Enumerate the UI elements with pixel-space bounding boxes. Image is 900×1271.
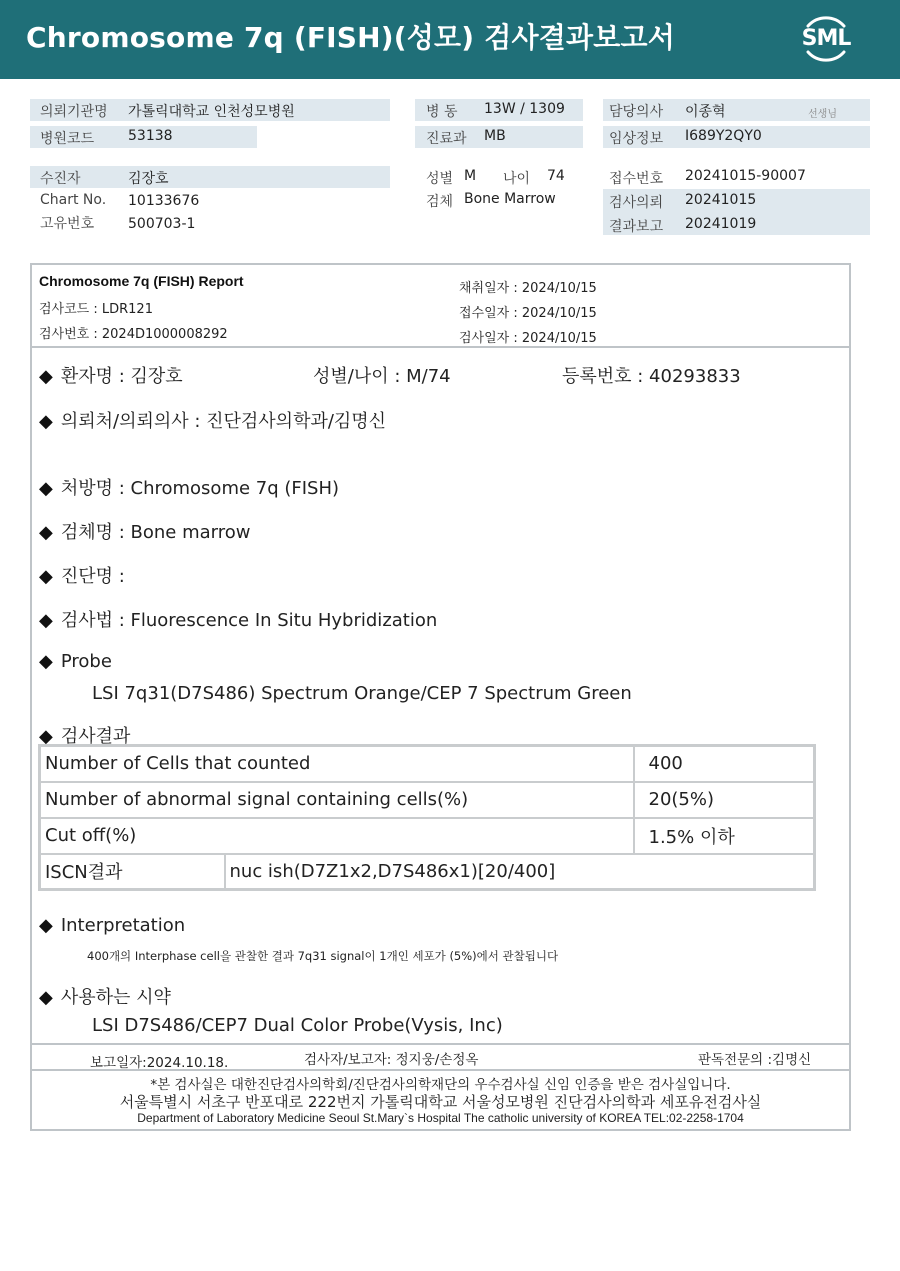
reagent-text: LSI D7S486/CEP7 Dual Color Probe(Vysis, Inc)	[92, 1015, 503, 1036]
probe-heading: Probe	[60, 651, 112, 672]
age-label: 나이	[503, 171, 531, 187]
sex-value: M	[464, 168, 477, 184]
table-cell-label: Number of abnormal signal containing cells(%)	[40, 782, 634, 818]
specialist: 판독전문의 :김명신	[698, 1052, 812, 1068]
diamond-bullet-icon: ◆	[39, 566, 53, 587]
institution-value: 가톨릭대학교 인천성모병원	[128, 104, 295, 120]
dept-value: MB	[484, 128, 506, 144]
test-date: 검사일자 : 2024/10/15	[459, 331, 597, 346]
receipt-label: 접수번호	[609, 171, 664, 187]
requester-line	[39, 407, 386, 433]
probe-text: LSI 7q31(D7S486) Spectrum Orange/CEP 7 Spectrum Green	[92, 683, 632, 704]
clinical-label: 임상정보	[609, 131, 664, 147]
sml-logo	[798, 12, 854, 66]
institution-label: 의뢰기관명	[40, 104, 108, 120]
specimen-label: 검체	[426, 194, 454, 210]
iscn-label-cell: ISCN결과	[40, 854, 225, 890]
receipt-value: 20241015-90007	[685, 168, 806, 184]
specimen-value: Bone Marrow	[464, 191, 556, 207]
patient-name-line	[39, 362, 183, 388]
test-code: 검사코드 : LDR121	[39, 302, 153, 317]
report-head	[32, 265, 849, 348]
report-title: Chromosome 7q (FISH) Report	[39, 273, 244, 289]
diamond-bullet-icon: ◆	[39, 987, 53, 1008]
requester: 의뢰처/의뢰의사 : 진단검사의학과/김명신	[60, 411, 387, 432]
diamond-bullet-icon: ◆	[39, 411, 53, 432]
sex-label: 성별	[426, 171, 454, 187]
table-cell-value: 400	[634, 746, 815, 782]
table-cell-value: 20(5%)	[634, 782, 815, 818]
collect-date: 채취일자 : 2024/10/15	[459, 281, 597, 296]
patient-value: 김장호	[128, 171, 169, 187]
registration-number: 등록번호 : 40293833	[562, 366, 741, 387]
table-row	[40, 746, 815, 782]
sex-age: 성별/나이 : M/74	[313, 366, 451, 387]
request-label: 검사의뢰	[609, 195, 664, 211]
table-cell-label: Number of Cells that counted	[40, 746, 634, 782]
report-header	[0, 0, 900, 79]
hospital-code-value: 53138	[128, 128, 173, 144]
label-band	[30, 166, 390, 188]
prescription: 처방명 : Chromosome 7q (FISH)	[60, 478, 340, 499]
clinical-value: I689Y2QY0	[685, 128, 762, 144]
uid-value: 500703-1	[128, 216, 196, 232]
address-korean: 서울특별시 서초구 반포대로 222번지 가톨릭대학교 서울성모병원 진단검사의학과 세포유전검사실	[119, 1093, 762, 1111]
table-row	[40, 854, 815, 890]
ward-value: 13W / 1309	[484, 101, 565, 117]
interpretation-heading: Interpretation	[60, 915, 186, 936]
patient-name: 환자명 : 김장호	[60, 366, 183, 387]
prescription-line	[39, 474, 339, 500]
reagent-heading-line	[39, 983, 171, 1009]
report-date: 보고일자:2024.10.18.	[90, 1055, 229, 1071]
diamond-bullet-icon: ◆	[39, 478, 53, 499]
result-table	[38, 744, 816, 891]
request-value: 20241015	[685, 192, 757, 208]
age-value: 74	[547, 168, 565, 184]
specimen-name: 검체명 : Bone marrow	[60, 522, 251, 543]
certification-note: *본 검사실은 대한진단검사의학회/진단검사의학재단의 우수검사실 신임 인증을 받은 검사실입니다.	[150, 1077, 731, 1093]
ward-label: 병 동	[426, 104, 458, 120]
report-frame	[30, 263, 851, 1131]
table-cell-value: 1.5% 이하	[634, 818, 815, 854]
logo-text: SML	[801, 26, 851, 51]
doctor-value: 이종혁	[685, 104, 726, 120]
diamond-bullet-icon: ◆	[39, 522, 53, 543]
examiner: 검사자/보고자: 정지웅/손정옥	[304, 1052, 479, 1068]
chart-no-label: Chart No.	[40, 192, 107, 208]
patient-label: 수진자	[40, 171, 81, 187]
page-title: Chromosome 7q (FISH)(성모) 검사결과보고서	[26, 21, 675, 54]
result-value: 20241019	[685, 216, 757, 232]
specimen-line	[39, 518, 250, 544]
dept-label: 진료과	[426, 131, 467, 147]
test-number: 검사번호 : 2024D1000008292	[39, 327, 228, 342]
address-english: Department of Laboratory Medicine Seoul St.Mary`s Hospital The catholic university of KOREA TEL:02-2258-1704	[137, 1111, 744, 1125]
result-label: 결과보고	[609, 219, 664, 235]
diamond-bullet-icon: ◆	[39, 726, 53, 747]
table-row	[40, 818, 815, 854]
method-line	[39, 606, 437, 632]
probe-heading-line	[39, 651, 112, 672]
doctor-label: 담당의사	[609, 104, 664, 120]
diamond-bullet-icon: ◆	[39, 366, 53, 387]
iscn-value-cell: nuc ish(D7Z1x2,D7S486x1)[20/400]	[225, 854, 815, 890]
footer-divider	[32, 1043, 849, 1045]
diamond-bullet-icon: ◆	[39, 651, 53, 672]
hospital-code-label: 병원코드	[40, 131, 95, 147]
result-heading: 검사결과	[60, 726, 131, 747]
table-cell-label: Cut off(%)	[40, 818, 634, 854]
interpretation-heading-line	[39, 915, 185, 936]
diamond-bullet-icon: ◆	[39, 915, 53, 936]
chart-no-value: 10133676	[128, 193, 200, 209]
interpretation-text: 400개의 Interphase cell을 관찰한 결과 7q31 signal이 1개인 세포가 (5%)에서 관찰됩니다	[87, 949, 559, 963]
footer-divider	[32, 1069, 849, 1071]
doctor-suffix: 선생님	[808, 109, 837, 120]
receipt-date: 접수일자 : 2024/10/15	[459, 306, 597, 321]
uid-label: 고유번호	[40, 216, 95, 232]
diagnosis-line	[39, 562, 125, 588]
method: 검사법 : Fluorescence In Situ Hybridization	[60, 610, 438, 631]
diagnosis: 진단명 :	[60, 566, 125, 587]
table-row	[40, 782, 815, 818]
diamond-bullet-icon: ◆	[39, 610, 53, 631]
reagent-heading: 사용하는 시약	[60, 987, 171, 1008]
